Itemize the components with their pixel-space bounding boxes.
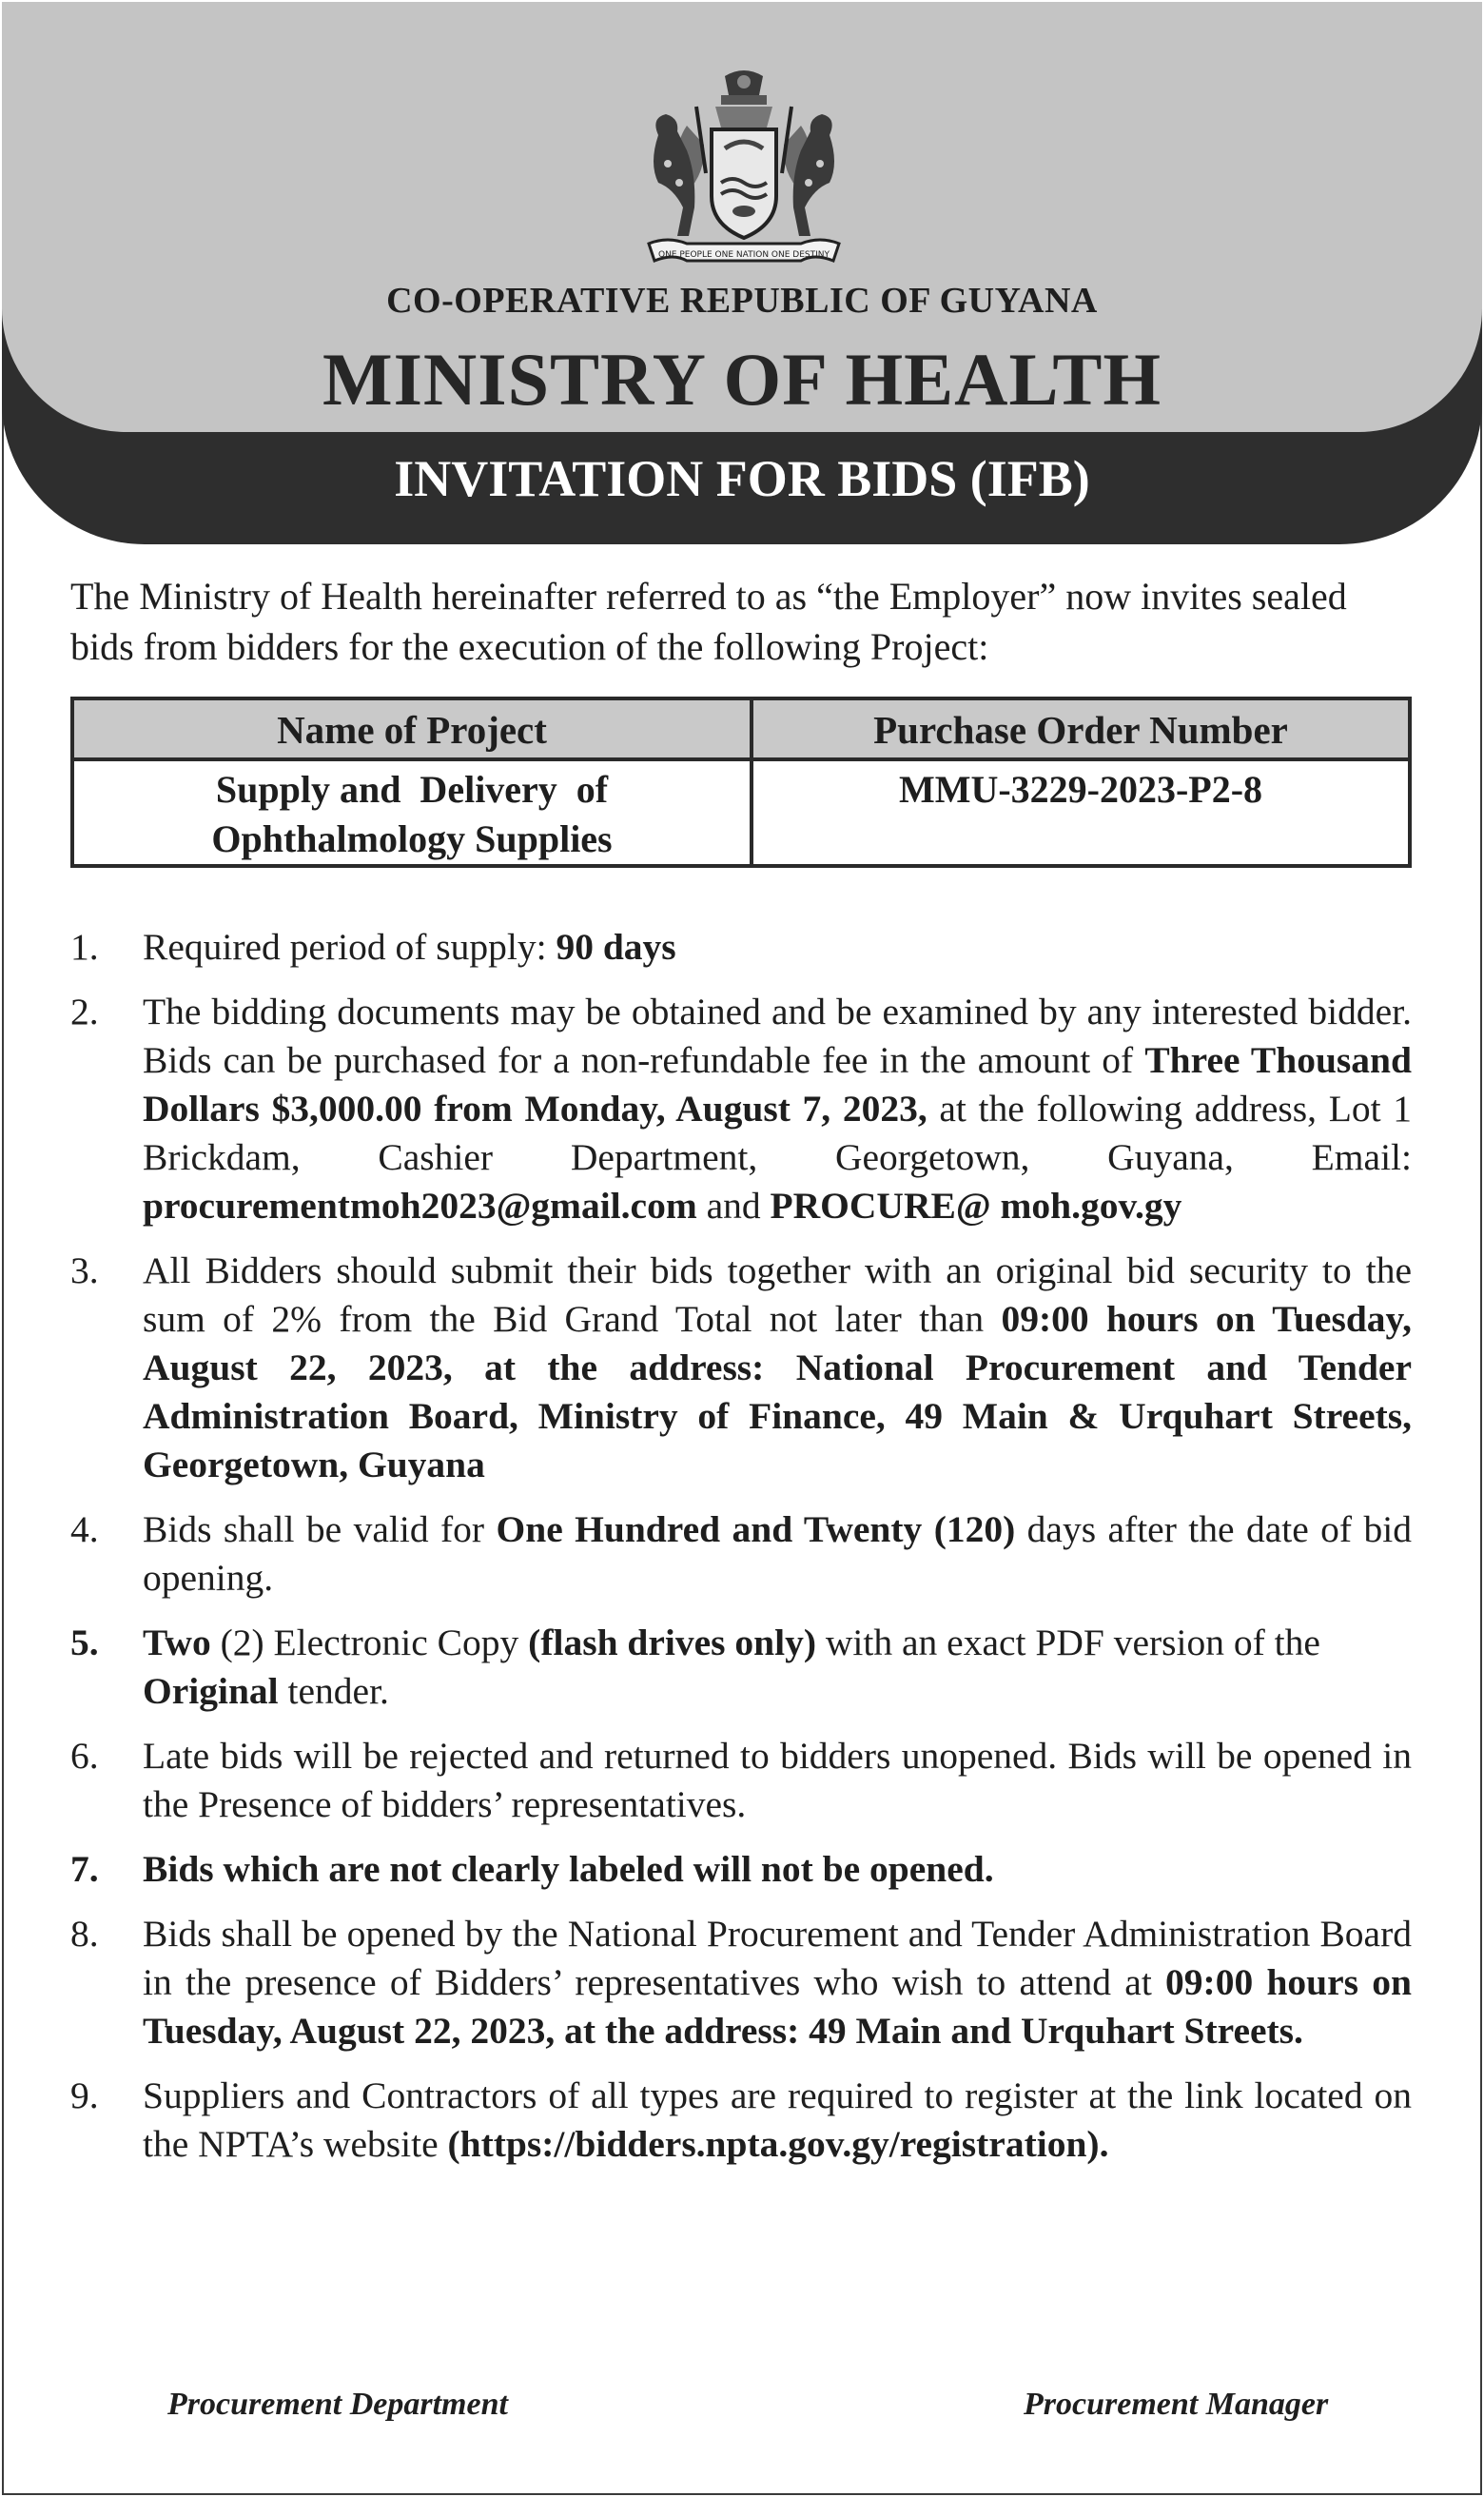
list-item (70, 1732, 1412, 1829)
table-cell-project-name (74, 761, 753, 864)
list-item (70, 1247, 1412, 1489)
website-link: (https://bidders.npta.gov.gy/registration). (447, 2123, 1109, 2165)
item-text: Bids shall be valid for (143, 1508, 497, 1550)
item-text: Suppliers and Contractors of all types are required to register at the link located on the NPTA’s website (143, 2074, 1412, 2165)
list-item (70, 1910, 1412, 2055)
list-item (70, 2072, 1412, 2169)
email-link: procurementmoh2023@gmail.com (143, 1185, 697, 1227)
list-item (70, 923, 1412, 972)
footer-procurement-department: Procurement Department (167, 2387, 508, 2422)
item-number: 9. (70, 2074, 99, 2116)
republic-title: CO-OPERATIVE REPUBLIC OF GUYANA (386, 281, 1098, 321)
item-text: All Bidders should submit their bids together with an original bid security to the sum of 2% from the Bid Grand Total not later than (143, 1249, 1412, 1340)
item-number: 1. (70, 926, 99, 968)
table-header-project: Name of Project (74, 700, 753, 761)
header-banner (2, 2, 1482, 544)
notice-title: INVITATION FOR BIDS (IFB) (394, 450, 1090, 507)
requirements-list (70, 923, 1412, 2185)
item-bold-text: (flash drives only) (528, 1622, 817, 1663)
item-bold-text: 90 days (556, 926, 676, 968)
item-bold-text: 09:00 hours on Tuesday, August 22, 2023, at the address: 49 Main and Urquhart Streets. (143, 1961, 1412, 2052)
email-link: PROCURE@ moh.gov.gy (770, 1185, 1182, 1227)
item-text: (2) Electronic Copy (210, 1622, 529, 1663)
item-text: Bids shall be opened by the National Procurement and Tender Administration Board in the presence of Bidders’ representatives who wish to attend at (143, 1913, 1412, 2003)
item-number: 7. (70, 1848, 99, 1890)
guyana-coat-of-arms-icon (630, 69, 858, 278)
project-name-line-2: Ophthalmology Supplies (211, 817, 613, 860)
item-bold-text: Bids which are not clearly labeled will not be opened. (143, 1848, 994, 1890)
item-text: at the following address, Lot 1 Brickdam, Cashier Department, Georgetown, Guyana, Email: (143, 1088, 1412, 1178)
item-text: Late bids will be rejected and returned to bidders unopened. Bids will be opened in the Presence of bidders’ representatives. (143, 1735, 1412, 1825)
item-bold-text: 09:00 hours on Tuesday, August 22, 2023, at the address: National Procurement and Tender Administration Board, Ministry of Finance, 49 Main & Urquhart Streets, Georgetown, Guyana (143, 1298, 1412, 1485)
table-cell-po-number: MMU-3229-2023-P2-8 (898, 768, 1263, 811)
item-number: 6. (70, 1735, 99, 1777)
svg-text:ONE PEOPLE ONE NATION ONE DEST: ONE PEOPLE ONE NATION ONE DESTINY (657, 250, 830, 260)
item-number: 4. (70, 1508, 99, 1550)
list-item (70, 1505, 1412, 1602)
item-bold-text: Three Thousand Dollars $3,000.00 from Monday, August 7, 2023, (143, 1039, 1412, 1130)
ministry-title: MINISTRY OF HEALTH (322, 338, 1162, 421)
list-item (70, 1619, 1412, 1716)
item-number: 3. (70, 1249, 99, 1291)
item-text: tender. (278, 1670, 389, 1712)
item-text: with an exact PDF version of the (816, 1622, 1339, 1663)
item-bold-text: Original (143, 1670, 279, 1712)
item-bold-text: Two (143, 1622, 211, 1663)
item-text: Required period of supply: (143, 926, 556, 968)
intro-paragraph: The Ministry of Health hereinafter referred to as “the Employer” now invites sealed bids from bidders for the execution of the following Project: (70, 575, 1347, 668)
project-name-line-1: Supply and Delivery of (215, 768, 609, 811)
list-item (70, 1845, 1412, 1894)
table-header-po-number: Purchase Order Number (753, 700, 1408, 761)
item-number: 2. (70, 991, 99, 1032)
item-text: days after the date of bid opening. (143, 1508, 1412, 1599)
item-bold-text: One Hundred and Twenty (120) (496, 1508, 1016, 1550)
item-number: 5. (70, 1622, 99, 1663)
project-table (70, 697, 1412, 868)
list-item (70, 988, 1412, 1230)
item-text: and (696, 1185, 771, 1227)
item-text: The bidding documents may be obtained and be examined by any interested bidder. Bids can be purchased for a non-refundable fee in the amount of (143, 991, 1412, 1081)
footer-procurement-manager: Procurement Manager (1024, 2387, 1329, 2422)
item-number: 8. (70, 1913, 99, 1955)
